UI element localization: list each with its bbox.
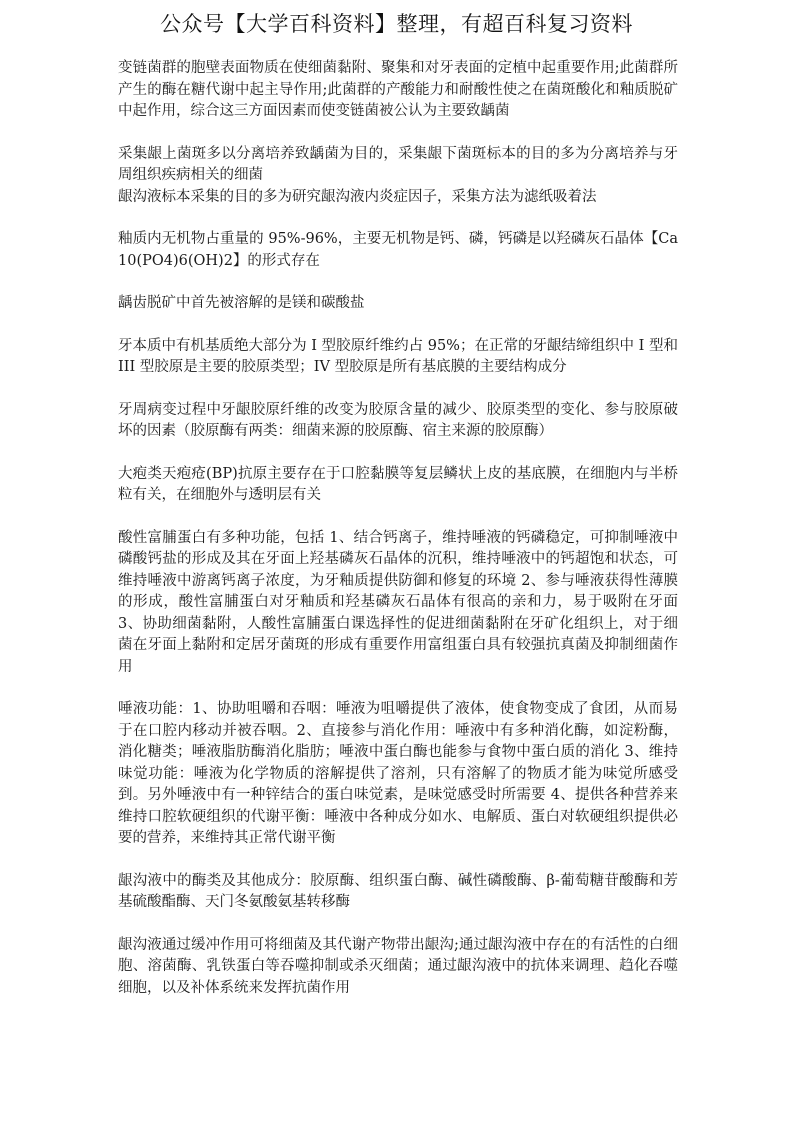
- paragraph-mutans-streptococci: 变链菌群的胞壁表面物质在使细菌黏附、聚集和对牙表面的定植中起重要作用;此菌群所产生的酶在糖代谢中起主导作用;此菌群的产酸能力和耐酸性使之在菌斑酸化和釉质脱矿中起作用，综合这三方面因素而使变链菌被公认为主要致龋菌: [118, 60, 678, 119]
- paragraph-gcf-antibacterial: 龈沟液通过缓冲作用可将细菌及其代谢产物带出龈沟;通过龈沟液中存在的有活性的白细胞、溶菌酶、乳铁蛋白等吞噬抑制或杀灭细菌；通过龈沟液中的抗体来调理、趋化吞噬细胞，以及补体系统来发挥抗菌作用: [118, 936, 678, 996]
- paragraph-gcf-enzymes: 龈沟液中的酶类及其他成分：胶原酶、组织蛋白酶、碱性磷酸酶、β-葡萄糖苷酸酶和芳基硫酸酯酶、天门冬氨酸氨基转移酶: [118, 872, 678, 910]
- paragraph-plaque-sampling: 采集龈上菌斑多以分离培养致龋菌为目的，采集龈下菌斑标本的目的多为分离培养与牙周组织疾病相关的细菌: [118, 145, 678, 183]
- paragraph-enamel-inorganic: 釉质内无机物占重量的 95%-96%，主要无机物是钙、磷，钙磷是以羟磷灰石晶体【Ca10(PO4)6(OH)2】的形式存在: [118, 231, 678, 269]
- paragraph-periodontal-collagen: 牙周病变过程中牙龈胶原纤维的改变为胶原含量的减少、胶原类型的变化、参与胶原破坏的因素（胶原酶有两类：细菌来源的胶原酶、宿主来源的胶原酶）: [118, 401, 678, 439]
- paragraph-saliva-functions: 唾液功能：1、协助咀嚼和吞咽：唾液为咀嚼提供了液体，使食物变成了食团，从而易于在口腔内移动并被吞咽。2、直接参与消化作用：唾液中有多种消化酶，如淀粉酶，消化糖类；唾液脂肪酶消化脂肪；唾液中蛋白酶也能参与食物中蛋白质的消化 3、维持味觉功能：唾液为化学物质的溶解提供了溶剂，只有溶解了的物质才能为味觉所感受到。另外唾液中有一种锌结合的蛋白味觉素，是味觉感受时所需要 4、提供各种营养来维持口腔软硬组织的代谢平衡：唾液中各种成分如水、电解质、蛋白对软硬组织提供必要的营养，来维持其正常代谢平衡: [118, 701, 678, 846]
- paragraph-caries-demineralization: 龋齿脱矿中首先被溶解的是镁和碳酸盐: [118, 295, 365, 311]
- paragraph-bullous-pemphigoid: 大疱类天疱疮(BP)抗原主要存在于口腔黏膜等复层鳞状上皮的基底膜，在细胞内与半桥粒有关，在细胞外与透明层有关: [118, 465, 678, 503]
- paragraph-gcf-sampling: 龈沟液标本采集的目的多为研究龈沟液内炎症因子，采集方法为滤纸吸着法: [118, 188, 597, 205]
- page-header-title: 公众号【大学百科资料】整理，有超百科复习资料: [160, 12, 633, 36]
- paragraph-collagen-types: 牙本质中有机基质绝大部分为 I 型胶原纤维约占 95%；在正常的牙龈结缔组织中 I 型和 III 型胶原是主要的胶原类型；IV 型胶原是所有基底膜的主要结构成分: [118, 337, 678, 375]
- document-body: [118, 58, 678, 1020]
- paragraph-proline-rich-proteins: 酸性富脯蛋白有多种功能，包括 1、结合钙离子，维持唾液的钙磷稳定，可抑制唾液中磷酸钙盐的形成及其在牙面上羟基磷灰石晶体的沉积，维持唾液中的钙超饱和状态，可维持唾液中游离钙离子浓度，为牙釉质提供防御和修复的环境 2、参与唾液获得性薄膜的形成，酸性富脯蛋白对牙釉质和羟基磷灰石晶体有很高的亲和力，易于吸附在牙面 3、协助细菌黏附，人酸性富脯蛋白课选择性的促进细菌黏附在牙矿化组织上，对于细菌在牙面上黏附和定居牙菌斑的形成有重要作用富组蛋白具有较强抗真菌及抑制细菌作用: [118, 529, 678, 675]
